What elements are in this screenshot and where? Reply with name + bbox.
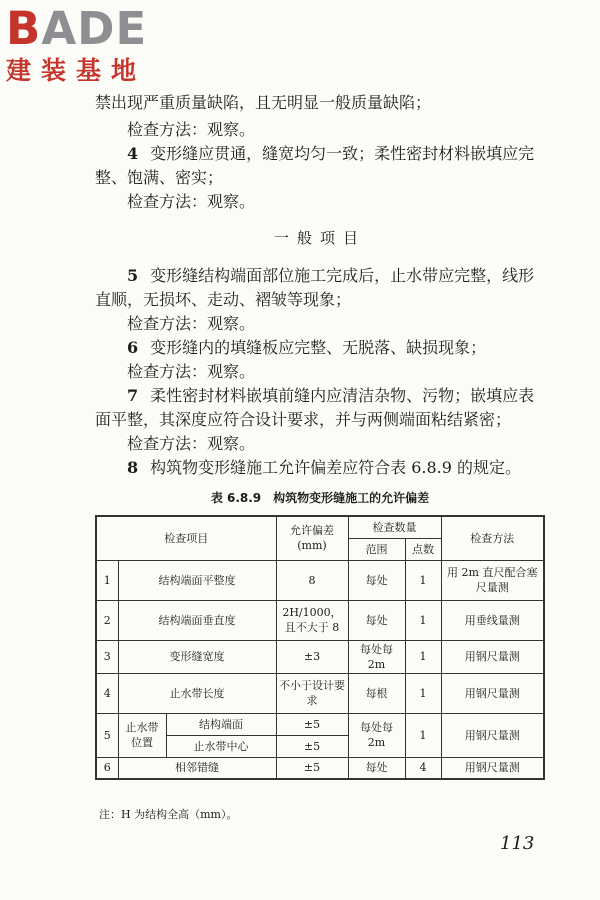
clause-number: 4 bbox=[127, 144, 139, 163]
cell-method: 用钢尺量测 bbox=[441, 713, 544, 757]
paragraph-line: 直顺，无损坏、走动、褶皱等现象； bbox=[95, 290, 352, 309]
cell-range: 每根 bbox=[348, 673, 405, 713]
cell-group: 止水带位置 bbox=[118, 713, 166, 757]
table-row bbox=[96, 560, 544, 600]
cell-tolerance: ±5 bbox=[276, 713, 348, 735]
table-row bbox=[96, 640, 544, 673]
cell-tolerance: 不小于设计要求 bbox=[276, 673, 348, 713]
tolerance-table bbox=[95, 515, 545, 780]
cell-method: 用钢尺量测 bbox=[441, 673, 544, 713]
paragraph-line: 6 变形缝内的填缝板应完整、无脱落、缺损现象； bbox=[127, 338, 487, 357]
section-heading: 一般项目 bbox=[273, 229, 366, 247]
cell-range: 每处 bbox=[348, 600, 405, 640]
paragraph-line: 整、饱满、密实； bbox=[95, 168, 224, 187]
logo-wordmark: BADE bbox=[6, 2, 148, 55]
cell-no: 6 bbox=[96, 757, 118, 779]
cell-points: 1 bbox=[405, 713, 441, 757]
cell-range: 每处每 2m bbox=[348, 713, 405, 757]
header-range: 范围 bbox=[348, 538, 405, 560]
page-number: 113 bbox=[500, 833, 535, 854]
table-row bbox=[96, 757, 544, 779]
table-caption: 表 6.8.9 构筑物变形缝施工的允许偏差 bbox=[210, 491, 430, 505]
cell-no: 4 bbox=[96, 673, 118, 713]
clause-number: 5 bbox=[127, 266, 139, 285]
cell-no: 2 bbox=[96, 600, 118, 640]
paragraph-line: 面平整，其深度应符合设计要求，并与两侧端面粘结紧密； bbox=[95, 410, 512, 429]
clause-number: 6 bbox=[127, 338, 139, 357]
header-points: 点数 bbox=[405, 538, 441, 560]
header-quantity: 检查数量 bbox=[348, 516, 441, 538]
bade-logo bbox=[6, 4, 147, 86]
cell-range: 每处每 2m bbox=[348, 640, 405, 673]
cell-no: 5 bbox=[96, 713, 118, 757]
table-row bbox=[96, 600, 544, 640]
cell-range: 每处 bbox=[348, 757, 405, 779]
cell-tolerance: ±5 bbox=[276, 757, 348, 779]
table-header-row bbox=[96, 516, 544, 538]
cell-item: 变形缝宽度 bbox=[118, 640, 276, 673]
clause-number: 7 bbox=[127, 386, 139, 405]
cell-method: 用钢尺量测 bbox=[441, 757, 544, 779]
cell-range: 每处 bbox=[348, 560, 405, 600]
table-note: 注：H 为结构全高（mm）。 bbox=[99, 808, 238, 821]
table-row bbox=[96, 673, 544, 713]
paragraph-line: 禁出现严重质量缺陷，且无明显一般质量缺陷； bbox=[95, 93, 432, 112]
cell-item: 结构端面 bbox=[166, 713, 276, 735]
header-method: 检查方法 bbox=[441, 516, 544, 560]
cell-item: 结构端面垂直度 bbox=[118, 600, 276, 640]
cell-item: 止水带长度 bbox=[118, 673, 276, 713]
cell-points: 1 bbox=[405, 560, 441, 600]
cell-no: 1 bbox=[96, 560, 118, 600]
cell-method: 用 2m 直尺配合塞尺量测 bbox=[441, 560, 544, 600]
paragraph-line: 7 柔性密封材料嵌填前缝内应清洁杂物、污物；嵌填应表 bbox=[127, 386, 535, 405]
paragraph-line: 检查方法：观察。 bbox=[127, 192, 256, 211]
cell-method: 用垂线量测 bbox=[441, 600, 544, 640]
cell-tolerance: 2H/1000，且不大于 8 bbox=[276, 600, 348, 640]
header-tolerance: 允许偏差 (mm) bbox=[276, 516, 348, 560]
clause-number: 8 bbox=[127, 458, 139, 477]
paragraph-line: 4 变形缝应贯通，缝宽均匀一致；柔性密封材料嵌填应完 bbox=[127, 144, 535, 163]
paragraph-line: 检查方法：观察。 bbox=[127, 362, 256, 381]
cell-points: 1 bbox=[405, 640, 441, 673]
cell-points: 1 bbox=[405, 600, 441, 640]
paragraph-line: 8 构筑物变形缝施工允许偏差应符合表 6.8.9 的规定。 bbox=[127, 458, 522, 477]
cell-method: 用钢尺量测 bbox=[441, 640, 544, 673]
cell-item: 止水带中心 bbox=[166, 735, 276, 757]
cell-tolerance: ±5 bbox=[276, 735, 348, 757]
paragraph-line: 检查方法：观察。 bbox=[127, 434, 256, 453]
cell-item: 相邻错缝 bbox=[118, 757, 276, 779]
cell-no: 3 bbox=[96, 640, 118, 673]
logo-subtitle: 建装基地 bbox=[6, 56, 147, 85]
cell-tolerance: ±3 bbox=[276, 640, 348, 673]
cell-points: 4 bbox=[405, 757, 441, 779]
paragraph-line: 检查方法：观察。 bbox=[127, 314, 256, 333]
paragraph-line: 检查方法：观察。 bbox=[127, 120, 256, 139]
cell-points: 1 bbox=[405, 673, 441, 713]
table-row bbox=[96, 713, 544, 735]
header-item: 检查项目 bbox=[96, 516, 276, 560]
paragraph-line: 5 变形缝结构端面部位施工完成后，止水带应完整，线形 bbox=[127, 266, 535, 285]
cell-tolerance: 8 bbox=[276, 560, 348, 600]
cell-item: 结构端面平整度 bbox=[118, 560, 276, 600]
